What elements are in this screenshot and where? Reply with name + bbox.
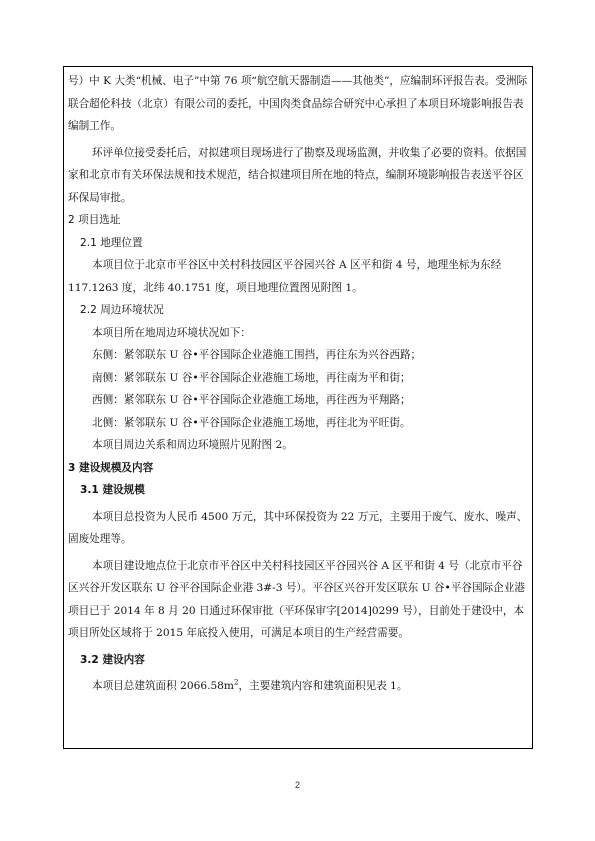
heading-geographic-location: 2.1 地理位置 (80, 236, 143, 249)
heading-surroundings: 2.2 周边环境状况 (80, 304, 164, 316)
heading-project-site: 2 项目选址 (68, 214, 121, 226)
paragraph-north-side: 北侧：紧邻联东 U 谷•平谷国际企业港施工场地，再往北为平旺街。 (92, 416, 411, 429)
building-area-text-end: ，主要建筑内容和建筑面积见表 1。 (238, 680, 408, 692)
document-body (68, 70, 530, 698)
heading-scale-and-content: 3 建设规模及内容 (68, 461, 154, 474)
paragraph-investment: 本项目总投资为人民币 4500 万元，其中环保投资为 22 万元，主要用于废气、废水、噪声、固废处理等。 (68, 510, 528, 545)
heading-construction-scale: 3.1 建设规模 (80, 484, 145, 496)
building-area-text: 本项目总建筑面积 2066.58m (92, 680, 234, 692)
page-number: 2 (294, 780, 300, 790)
paragraph-survey: 环评单位接受委托后，对拟建项目现场进行了勘察及现场监测，并收集了必要的资料。依据国家和北京市有关环保法规和技术规范，结合拟建项目所在地的特点，编制环境影响报告表送平谷区环保局审批。 (68, 146, 527, 204)
paragraph-address: 本项目建设地点位于北京市平谷区中关村科技园区平谷园兴谷 A 区平和街 4 号（北京市平谷区兴谷开发区联东 U 谷平谷国际企业港 3#-3 号）。平谷区兴谷开发区联东 U 谷•平谷国际企业港项目已于 2014 年 8 月 20 日通过环保审批（平环保审字[2014]0299 号），目前处于建设中，本项目所处区域将于 2015 年底投入使用，可满足本项目的生产经营需要。 (68, 559, 525, 639)
paragraph-building-area (68, 675, 530, 698)
area-unit-superscript: 2 (233, 678, 239, 687)
paragraph-west-side: 西侧：紧邻联东 U 谷•平谷国际企业港施工场地，再往西为平翔路； (92, 394, 411, 406)
paragraph-south-side: 南侧：紧邻联东 U 谷•平谷国际企业港施工场地，再往南为平和街； (92, 371, 411, 384)
paragraph-surroundings-intro: 本项目所在地周边环境状况如下： (92, 326, 251, 339)
heading-construction-content: 3.2 建设内容 (80, 653, 145, 666)
paragraph-location: 本项目位于北京市平谷区中关村科技园区平谷园兴谷 A 区平和街 4 号，地理坐标为东经 117.1263 度，北纬 40.1751 度，项目地理位置图见附图 1。 (68, 259, 502, 294)
paragraph-photos: 本项目周边关系和周边环境照片见附图 2。 (92, 439, 293, 451)
paragraph-intro-continuation: 号）中 K 大类“机械、电子”中第 76 项“航空航天器制造——其他类”，应编制环评报告表。受洲际联合超伦科技（北京）有限公司的委托，中国肉类食品综合研究中心承担了本项目环境影响报告表编制工作。 (68, 75, 528, 132)
paragraph-east-side: 东侧：紧邻联东 U 谷•平谷国际企业港施工围挡，再往东为兴谷西路； (92, 349, 422, 361)
